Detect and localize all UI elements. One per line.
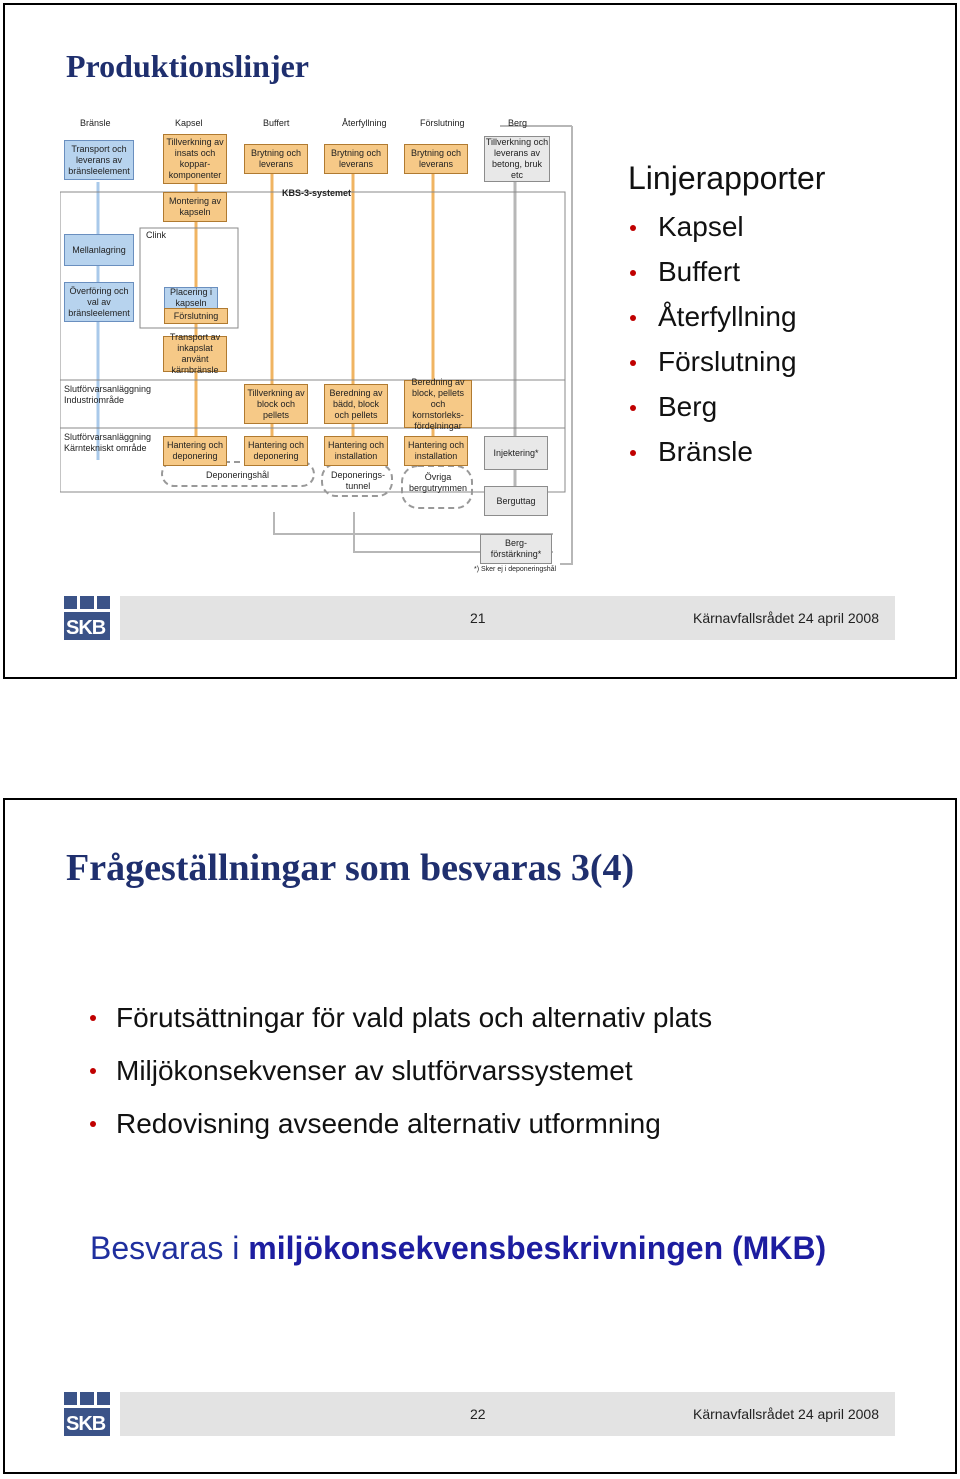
linjerapport-item: Förslutning (628, 343, 797, 388)
bullet-icon (630, 405, 636, 411)
slide-1-title: Produktionslinjer (66, 48, 309, 84)
col-head-fuel: Bränsle (80, 118, 111, 128)
box-tillv-block: Tillverkning av block och pellets (244, 384, 308, 424)
box-bergforst: Berg-förstärkning* (480, 534, 552, 564)
label-ovriga: Övriga bergutrymmen (408, 472, 468, 493)
skb-logo (64, 596, 112, 642)
bullet-icon (630, 315, 636, 321)
linjerapporter-title: Linjerapporter (628, 160, 826, 196)
logo-text: SKB (66, 1413, 106, 1435)
col-head-backfill: Återfyllning (342, 118, 387, 128)
bullet-icon (90, 1068, 96, 1074)
box-brytning-buffert: Brytning och leverans (244, 144, 308, 174)
box-hantering-buffert: Hantering och deponering (244, 436, 308, 466)
box-hantering-aterf: Hantering och installation (324, 436, 388, 466)
question-item: Redovisning avseende alternativ utformning (90, 1102, 712, 1155)
linjerapport-item: Berg (628, 388, 797, 433)
bullet-icon (630, 270, 636, 276)
linjerapport-item: Buffert (628, 253, 797, 298)
question-item: Miljökonsekvenser av slutförvarssystemet (90, 1049, 712, 1102)
col-head-closure: Förslutning (420, 118, 465, 128)
skb-logo (64, 1392, 112, 1438)
box-transport-inkapslat: Transport av inkapslat använt kärnbränsle (163, 336, 227, 372)
box-hantering-forsl: Hantering och installation (404, 436, 468, 466)
question-list (90, 996, 712, 1155)
box-transport: Transport och leverans av bränsleelement (64, 140, 134, 180)
box-beredning-block: Beredning av block, pellets och kornstorleks-fördelningar (404, 380, 472, 428)
page-number: 21 (470, 610, 486, 626)
slide-2-footer (120, 1392, 895, 1436)
col-head-capsule: Kapsel (175, 118, 203, 128)
bullet-icon (90, 1015, 96, 1021)
box-beredning-badd: Beredning av bädd, block och pellets (324, 384, 388, 424)
slide-1-footer (120, 596, 895, 640)
label-deponeringshal: Deponeringshål (206, 470, 270, 480)
label-slutf-karn: Slutförvarsanläggning Kärntekniskt område (64, 432, 152, 453)
label-footnote: *) Sker ej i deponeringshål (474, 566, 557, 573)
page-number: 22 (470, 1406, 486, 1422)
box-mellanlagring: Mellanlagring (64, 234, 134, 266)
production-lines-diagram (60, 112, 575, 582)
label-slutf-industri: Slutförvarsanläggning Industriområde (64, 384, 152, 405)
footer-date: Kärnavfallsrådet 24 april 2008 (692, 610, 879, 626)
box-placering: Placering i kapseln (164, 287, 218, 309)
footer-date: Kärnavfallsrådet 24 april 2008 (692, 1406, 879, 1422)
box-hantering-kapsel: Hantering och deponering (163, 436, 227, 466)
box-brytning-forsl: Brytning och leverans (404, 144, 468, 174)
linjerapport-item: Återfyllning (628, 298, 797, 343)
linjerapport-item: Kapsel (628, 208, 797, 253)
col-head-rock: Berg (508, 118, 528, 128)
box-injektering: Injektering* (484, 436, 548, 470)
bullet-icon (90, 1121, 96, 1127)
mkb-emphasis: miljökonsekvensbeskrivningen (MKB) (248, 1230, 827, 1266)
box-montering: Montering av kapseln (163, 192, 227, 222)
linjerapport-item: Bränsle (628, 433, 797, 478)
slide-2-title: Frågeställningar som besvaras 3(4) (66, 847, 635, 889)
bullet-icon (630, 360, 636, 366)
linjerapporter-list (628, 208, 797, 478)
col-head-buffer: Buffert (263, 118, 290, 128)
label-kbs3: KBS-3-systemet (282, 188, 352, 198)
question-item: Förutsättningar för vald plats och alternativ plats (90, 996, 712, 1049)
logo-text: SKB (66, 617, 106, 639)
bullet-icon (630, 450, 636, 456)
box-tillv-betong: Tillverkning och leverans av betong, bruk etc (485, 137, 549, 180)
label-clink: Clink (146, 230, 167, 240)
box-berguttag: Berguttag (484, 486, 548, 516)
bullet-icon (630, 225, 636, 231)
mkb-statement: Besvaras i miljökonsekvensbeskrivningen (MKB) (90, 1230, 827, 1266)
box-tillv-insats: Tillverkning av insats och koppar-komponenter (163, 134, 227, 184)
box-overforing: Överföring och val av bränsleelement (64, 282, 134, 322)
box-brytning-aterf: Brytning och leverans (324, 144, 388, 174)
label-deponeringstunnel: Deponerings-tunnel (330, 470, 386, 491)
box-forslutning-kapsel: Förslutning (164, 308, 228, 324)
